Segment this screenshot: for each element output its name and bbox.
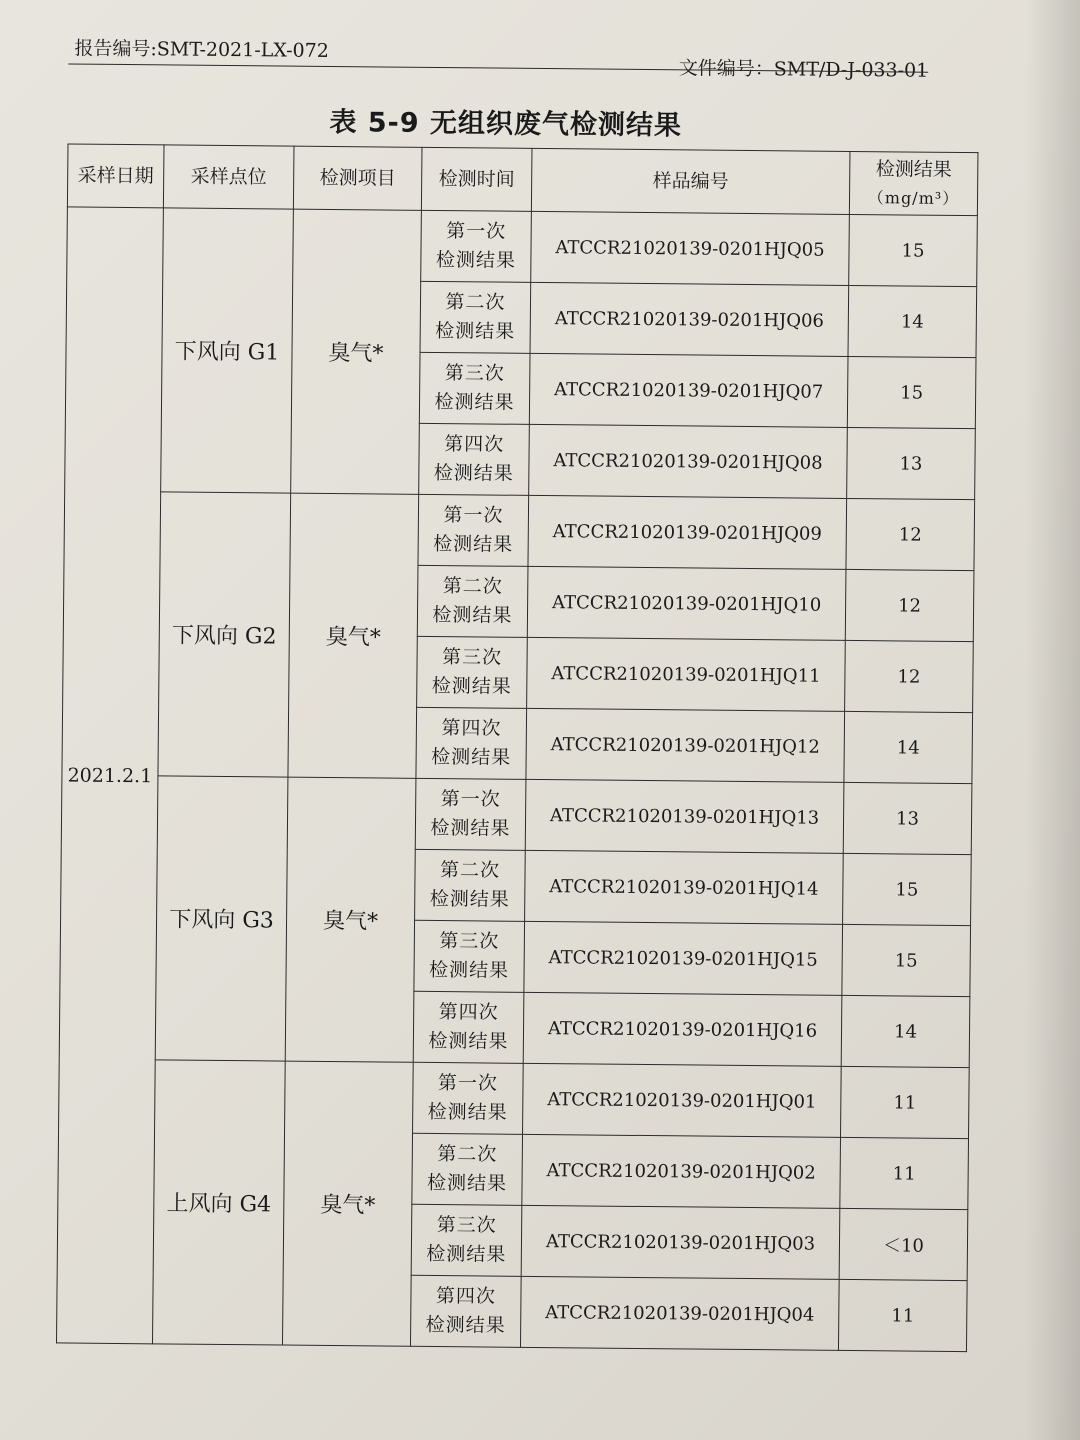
test-round-label: 第一次 xyxy=(446,219,507,243)
test-result-label: 检测结果 xyxy=(433,461,514,485)
test-result-label: 检测结果 xyxy=(430,816,511,840)
test-result-label: 检测结果 xyxy=(434,390,515,414)
test-result-cell: 13 xyxy=(847,427,976,499)
column-header-result xyxy=(849,151,978,215)
test-round-label: 第四次 xyxy=(438,1000,499,1024)
test-result-cell: 15 xyxy=(842,924,971,996)
table-row xyxy=(67,207,978,287)
column-header-time: 检测时间 xyxy=(421,147,532,211)
test-time-cell xyxy=(415,778,526,850)
test-result-label: 检测结果 xyxy=(431,674,512,698)
sample-number-cell: ATCCR21020139-0201HJQ08 xyxy=(529,424,848,498)
test-round-label: 第二次 xyxy=(437,1142,498,1166)
test-item-cell: 臭气* xyxy=(285,777,416,1062)
sample-number-cell: ATCCR21020139-0201HJQ09 xyxy=(528,495,847,569)
sample-number-cell: ATCCR21020139-0201HJQ15 xyxy=(524,921,843,995)
test-time-cell xyxy=(413,1062,524,1134)
sampling-point-cell: 上风向 G4 xyxy=(152,1060,285,1345)
test-result-label: 检测结果 xyxy=(433,532,514,556)
sampling-date-cell: 2021.2.1 xyxy=(56,207,163,1344)
sampling-point-cell: 下风向 G2 xyxy=(158,492,291,777)
test-round-label: 第一次 xyxy=(440,787,501,811)
test-result-cell: 15 xyxy=(843,853,972,925)
sample-number-cell: ATCCR21020139-0201HJQ01 xyxy=(523,1063,842,1137)
test-result-cell: 15 xyxy=(849,214,978,286)
test-result-label: 检测结果 xyxy=(426,1171,508,1195)
test-round-label: 第四次 xyxy=(441,716,502,740)
test-result-cell: 13 xyxy=(843,782,972,854)
test-time-cell xyxy=(420,281,531,353)
test-result-label: 检测结果 xyxy=(435,248,517,272)
test-round-label: 第三次 xyxy=(436,1213,497,1237)
result-unit: （mg/m³） xyxy=(867,188,960,208)
sample-number-cell: ATCCR21020139-0201HJQ14 xyxy=(525,850,844,924)
sampling-point-cell: 下风向 G3 xyxy=(155,776,288,1061)
table-row xyxy=(59,1059,970,1139)
test-time-cell xyxy=(416,707,527,779)
test-result-cell: 14 xyxy=(841,995,970,1067)
test-time-cell xyxy=(412,1133,523,1205)
test-round-label: 第一次 xyxy=(443,503,504,527)
test-result-cell: 15 xyxy=(847,356,976,428)
sample-number-cell: ATCCR21020139-0201HJQ13 xyxy=(525,779,844,853)
sample-number-cell: ATCCR21020139-0201HJQ04 xyxy=(520,1276,839,1350)
table-row xyxy=(61,775,972,855)
test-result-label: 检测结果 xyxy=(428,958,510,982)
test-item-cell: 臭气* xyxy=(282,1061,413,1346)
sample-number-cell: ATCCR21020139-0201HJQ16 xyxy=(523,992,842,1066)
test-round-label: 第三次 xyxy=(444,361,505,385)
column-header-result-label: 检测结果 xyxy=(875,157,952,181)
test-time-cell xyxy=(417,565,528,637)
test-time-cell xyxy=(414,920,525,992)
column-header-point: 采样点位 xyxy=(163,145,294,209)
test-time-cell xyxy=(418,494,529,566)
sample-number-cell: ATCCR21020139-0201HJQ06 xyxy=(530,282,849,356)
test-result-label: 检测结果 xyxy=(429,887,510,911)
sampling-point-cell: 下风向 G1 xyxy=(161,208,294,493)
test-result-cell: 14 xyxy=(848,285,977,357)
table-header-row xyxy=(67,144,978,216)
test-result-cell: 11 xyxy=(840,1137,969,1209)
column-header-item: 检测项目 xyxy=(293,146,422,210)
test-result-cell: ＜10 xyxy=(839,1208,968,1280)
sample-number-cell: ATCCR21020139-0201HJQ12 xyxy=(526,708,845,782)
test-round-label: 第一次 xyxy=(437,1071,499,1095)
test-result-cell: 12 xyxy=(845,640,974,712)
test-round-label: 第二次 xyxy=(439,858,501,882)
sample-number-cell: ATCCR21020139-0201HJQ05 xyxy=(531,211,850,285)
test-result-label: 检测结果 xyxy=(431,745,512,769)
test-round-label: 第三次 xyxy=(441,645,503,669)
test-result-label: 检测结果 xyxy=(427,1100,508,1124)
test-result-cell: 12 xyxy=(845,569,974,641)
test-time-cell xyxy=(417,636,528,708)
test-round-label: 第二次 xyxy=(445,290,506,314)
sample-number-cell: ATCCR21020139-0201HJQ11 xyxy=(527,637,846,711)
test-time-cell xyxy=(421,210,532,282)
test-result-cell: 11 xyxy=(841,1066,970,1138)
column-header-sample: 样品编号 xyxy=(531,148,850,214)
test-result-cell: 12 xyxy=(846,498,975,570)
results-table xyxy=(56,143,978,1352)
test-time-cell xyxy=(415,849,526,921)
report-number: 报告编号:SMT-2021-LX-072 xyxy=(74,37,329,62)
test-time-cell xyxy=(410,1275,521,1347)
test-result-label: 检测结果 xyxy=(426,1242,507,1266)
table-row xyxy=(64,491,975,571)
test-result-label: 检测结果 xyxy=(428,1029,509,1053)
column-header-date: 采样日期 xyxy=(67,144,164,208)
test-result-label: 检测结果 xyxy=(425,1313,506,1337)
sample-number-cell: ATCCR21020139-0201HJQ10 xyxy=(527,566,846,640)
sample-number-cell: ATCCR21020139-0201HJQ02 xyxy=(522,1134,841,1208)
test-result-cell: 11 xyxy=(838,1279,967,1351)
test-round-label: 第四次 xyxy=(444,432,505,456)
test-round-label: 第四次 xyxy=(435,1284,497,1308)
test-item-cell: 臭气* xyxy=(291,209,422,494)
table-body xyxy=(56,207,977,1352)
test-round-label: 第三次 xyxy=(439,929,500,953)
file-number: 文件编号：SMT/D-J-033-01 xyxy=(678,57,929,82)
sample-number-cell: ATCCR21020139-0201HJQ03 xyxy=(521,1205,840,1279)
sample-number-cell: ATCCR21020139-0201HJQ07 xyxy=(529,353,848,427)
test-time-cell xyxy=(419,423,530,495)
test-time-cell xyxy=(413,991,524,1063)
test-time-cell xyxy=(419,352,530,424)
test-result-label: 检测结果 xyxy=(435,319,516,343)
test-result-cell: 14 xyxy=(844,711,973,783)
test-result-label: 检测结果 xyxy=(432,603,513,627)
test-round-label: 第二次 xyxy=(442,574,503,598)
test-time-cell xyxy=(411,1204,522,1276)
test-item-cell: 臭气* xyxy=(288,493,419,778)
table-title: 表 5-9 无组织废气检测结果 xyxy=(329,106,683,142)
